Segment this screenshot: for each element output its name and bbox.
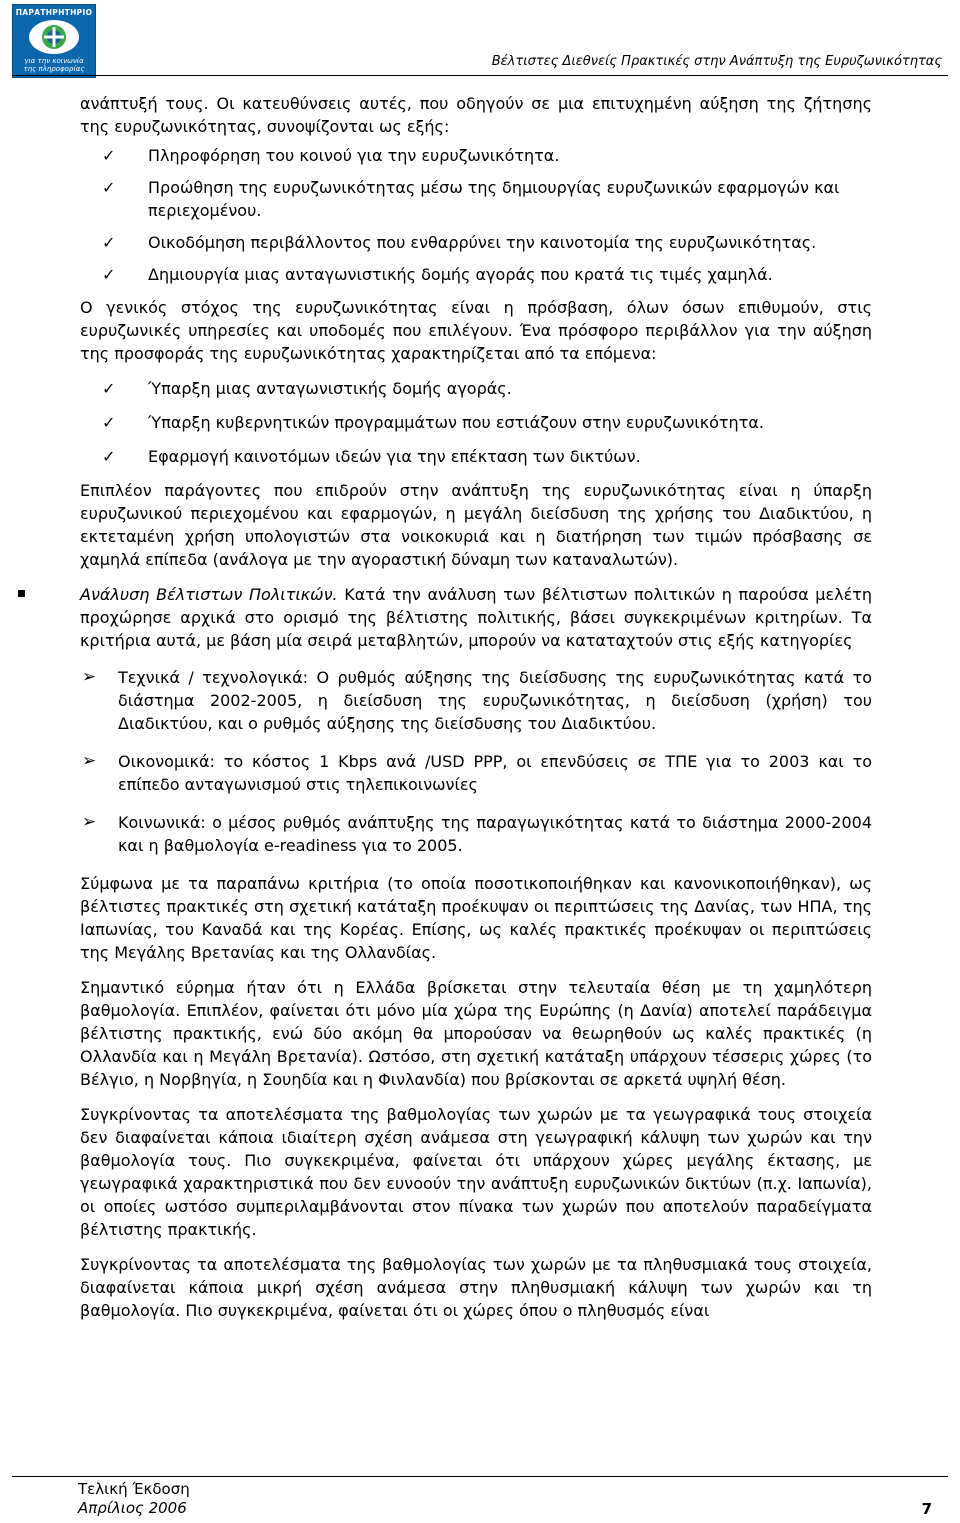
document-body: [80, 92, 872, 1334]
check-icon: ✓: [102, 178, 116, 197]
list-item-text: Δημιουργία μιας ανταγωνιστικής δομής αγοράς που κρατά τις τιμές χαμηλά.: [148, 265, 773, 284]
check-icon: ✓: [102, 233, 116, 252]
list-item: [80, 750, 872, 796]
list-item-text: Οικονομικά: το κόστος 1 Kbps ανά /USD PPP, οι επενδύσεις σε ΤΠΕ για το 2003 και το επίπεδο ανταγωνισμού στις τηλεπικοινωνίες: [118, 752, 872, 794]
footer-edition: Τελική Έκδοση: [78, 1480, 190, 1498]
goal-paragraph: Ο γενικός στόχος της ευρυζωνικότητας είναι η πρόσβαση, όλων όσων επιθυμούν, στις ευρυζωνικές υπηρεσίες και υποδομές που επιλέγουν. Ένα πρόσφορο περιβάλλον για την αύξηση της προσφοράς της ευρυζωνικότητας χαρακτηρίζεται από τα επόμενα:: [80, 298, 872, 363]
list-item-text: Εφαρμογή καινοτόμων ιδεών για την επέκταση των δικτύων.: [148, 447, 641, 466]
logo-title: ΠΑΡΑΤΗΡΗΤΗΡΙΟ: [15, 8, 93, 17]
check-icon: ✓: [102, 146, 116, 165]
list-item: [80, 231, 872, 254]
check-icon: ✓: [102, 447, 116, 466]
list-item-text: Προώθηση της ευρυζωνικότητας μέσω της δημιουργίας ευρυζωνικών εφαρμογών και περιεχομένου.: [148, 178, 840, 220]
analysis-heading: Ανάλυση Βέλτιστων Πολιτικών.: [80, 585, 338, 604]
list-item: [80, 144, 872, 167]
demand-checklist: [80, 144, 872, 286]
arrow-bullet-icon: ➢: [82, 812, 97, 832]
logo-subtitle: [13, 57, 95, 73]
list-item: [80, 445, 872, 468]
criteria-list: [80, 666, 872, 857]
list-item: [80, 411, 872, 434]
list-item: [80, 377, 872, 400]
population-paragraph: Συγκρίνοντας τα αποτελέσματα της βαθμολογίας των χωρών με τα πληθυσμιακά τους στοιχεία, διαφαίνεται κάποια μικρή σχέση ανάμεσα στην πληθυσμιακή κάλυψη των χωρών και τη βαθμολογία. Πιο συγκεκριμένα, φαίνεται ότι οι χώρες όπου ο πληθυσμός είναι: [80, 1255, 872, 1320]
logo-subtitle-line-2: της πληροφορίας: [23, 65, 85, 73]
greece-paragraph: Σημαντικό εύρημα ήταν ότι η Ελλάδα βρίσκεται στην τελευταία θέση με τη χαμηλότερη βαθμολογία. Επιπλέον, φαίνεται ότι μόνο μία χώρα της Ευρώπης (η Δανία) αποτελεί παράδειγμα βέλτιστης πρακτικής, ενώ δύο ακόμη θα μπορούσαν να θεωρηθούν ως καλές πρακτικές (η Ολλανδία και η Μεγάλη Βρετανία). Ωστόσο, στη σχετική κατάταξη υπάρχουν τέσσερις χώρες (το Βέλγιο, η Νορβηγία, η Σουηδία και η Φινλανδία) που βρίσκονται σε αρκετά υψηλή θέση.: [80, 978, 872, 1089]
list-item-text: Πληροφόρηση του κοινού για την ευρυζωνικότητα.: [148, 146, 560, 165]
list-item: [80, 811, 872, 857]
footer-info: [78, 1480, 190, 1518]
arrow-bullet-icon: ➢: [82, 751, 97, 771]
check-icon: ✓: [102, 413, 116, 432]
list-item: [80, 263, 872, 286]
eye-logo-icon: [28, 18, 80, 56]
list-item: [80, 666, 872, 735]
footer-divider: [12, 1476, 948, 1477]
geography-paragraph: Συγκρίνοντας τα αποτελέσματα της βαθμολογίας των χωρών με τα γεωγραφικά τους στοιχεία δεν διαφαίνεται κάποια ιδιαίτερη σχέση ανάμεσα στη γεωγραφική κάλυψη των χωρών και την βαθμολογία τους. Πιο συγκεκριμένα, φαίνεται ότι υπάρχουν χώρες μεγάλης έκτασης, με γεωγραφικά χαρακτηριστικά που δεν ευνοούν την ανάπτυξη ευρυζωνικών δικτύων (π.χ. Ιαπωνία), οι οποίες ωστόσο συμπεριλαμβάνονται στον πίνακα των χωρών που αποτελούν παραδείγματα βέλτιστης πρακτικής.: [80, 1105, 872, 1239]
header-divider: [12, 75, 948, 76]
check-icon: ✓: [102, 265, 116, 284]
results-paragraph: Σύμφωνα με τα παραπάνω κριτήρια (το οποία ποσοτικοποιήθηκαν και κανονικοποιήθηκαν), ως βέλτιστες πρακτικές στη σχετική κατάταξη προέκυψαν οι περιπτώσεις της Δανίας, των ΗΠΑ, της Ιαπωνίας, του Καναδά και της Κορέας. Επίσης, ως καλές πρακτικές προέκυψαν οι περιπτώσεις της Μεγάλης Βρετανίας και της Ολλανδίας.: [80, 874, 872, 962]
page-number: 7: [921, 1500, 932, 1518]
list-item: [80, 176, 872, 222]
list-item-text: Ύπαρξη κυβερνητικών προγραμμάτων που εστιάζουν στην ευρυζωνικότητα.: [148, 413, 764, 432]
factors-paragraph: Επιπλέον παράγοντες που επιδρούν στην ανάπτυξη της ευρυζωνικότητας είναι η ύπαρξη ευρυζωνικού περιεχομένου και εφαρμογών, η μεγάλη διείσδυση της χρήσης του Διαδικτύου, η εκτεταμένη χρήση υπολογιστών στα νοικοκυριά και η διατήρηση των τιμών πρόσβασης σε χαμηλά επίπεδα (ανάλογα με την αγοραστική δύναμη των καταναλωτών).: [80, 481, 872, 569]
list-item-text: Ύπαρξη μιας ανταγωνιστικής δομής αγοράς.: [148, 379, 512, 398]
list-item-text: Τεχνικά / τεχνολογικά: Ο ρυθμός αύξησης της διείσδυσης της ευρυζωνικότητας κατά το διάστημα 2002-2005, η διείσδυση της ευρυζωνικότητας, η διείσδυση (χρήση) του Διαδικτύου, και ο ρυθμός αύξησης της διείσδυσης του Διαδικτύου.: [118, 668, 872, 733]
logo-subtitle-line-1: για την κοινωνία: [24, 57, 84, 65]
square-bullet-icon: [18, 590, 25, 597]
document-header-title: Βέλτιστες Διεθνείς Πρακτικές στην Ανάπτυξη της Ευρυζωνικότητας: [491, 54, 942, 69]
list-item-text: Κοινωνικά: ο μέσος ρυθμός ανάπτυξης της παραγωγικότητας κατά το διάστημα 2000-2004 και η βαθμολογία e-readiness για το 2005.: [118, 813, 872, 855]
intro-paragraph: ανάπτυξή τους. Οι κατευθύνσεις αυτές, που οδηγούν σε μια επιτυχημένη αύξηση της ζήτησης της ευρυζωνικότητας, συνοψίζονται ως εξής:: [80, 94, 872, 136]
logo: [12, 4, 96, 78]
list-item-text: Οικοδόμηση περιβάλλοντος που ενθαρρύνει την καινοτομία της ευρυζωνικότητας.: [148, 233, 817, 252]
footer-date: Απρίλιος 2006: [78, 1499, 187, 1517]
analysis-paragraph: [80, 583, 872, 652]
analysis-text: Κατά την ανάλυση των βέλτιστων πολιτικών η παρούσα μελέτη προχώρησε αρχικά στο ορισμό της βέλτιστης πολιτικής, βάσει συγκεκριμένων κριτηρίων. Τα κριτήρια αυτά, με βάση μία σειρά μεταβλητών, μπορούν να καταταχτούν στις εξής κατηγορίες: [80, 585, 872, 650]
arrow-bullet-icon: ➢: [82, 667, 97, 687]
check-icon: ✓: [102, 379, 116, 398]
supply-checklist: [80, 377, 872, 468]
